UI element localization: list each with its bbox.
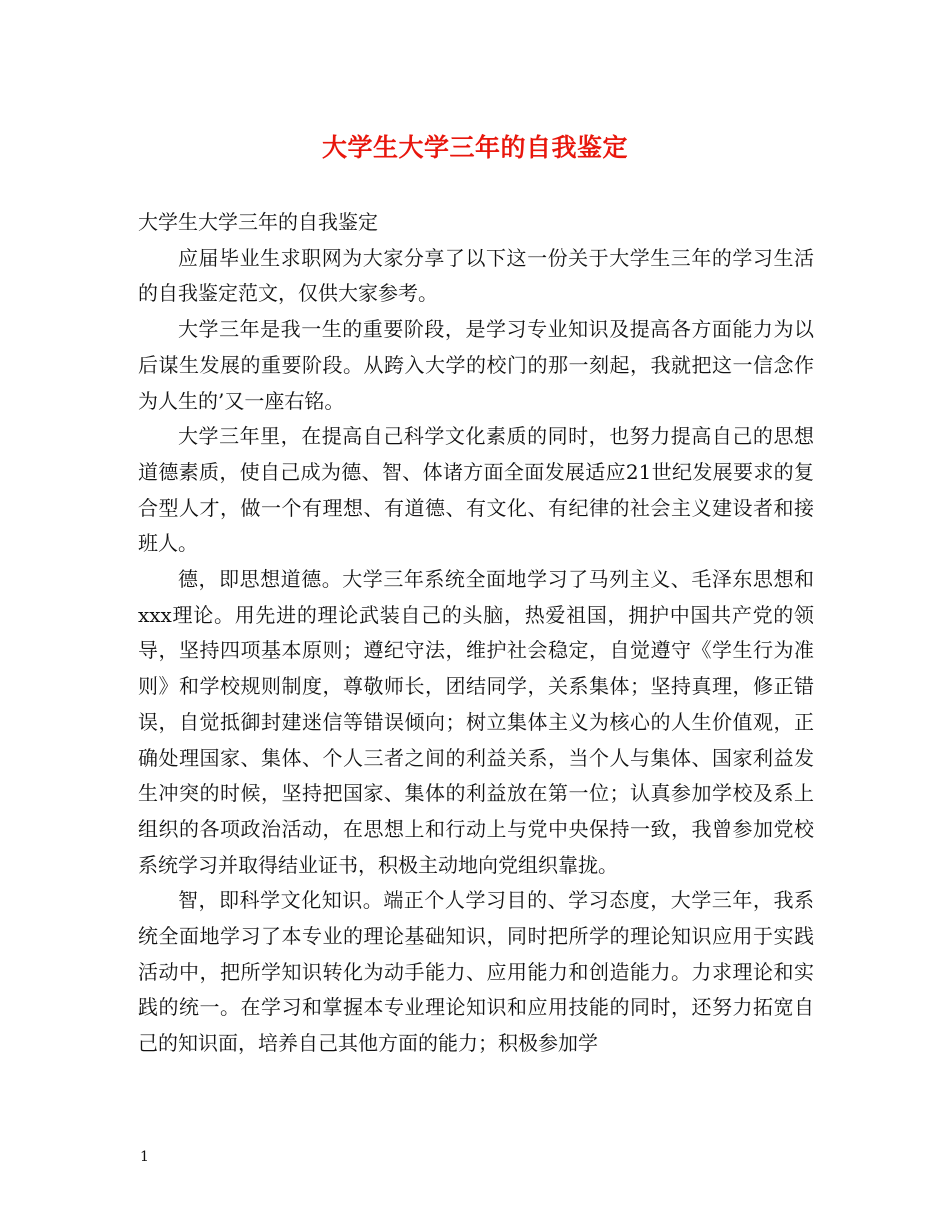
paragraph-importance: 大学三年是我一生的重要阶段，是学习专业知识及提高各方面能力为以后谋生发展的重要阶段。从跨入大学的校门的那一刻起，我就把这一信念作为人生的’又一座右铭。 xyxy=(138,317,814,413)
paragraph-knowledge: 智，即科学文化知识。端正个人学习目的、学习态度，大学三年，我系统全面地学习了本专业的理论基础知识，同时把所学的理论知识应用于实践活动中，把所学知识转化为动手能力、应用能力和创造能力。力求理论和实践的统一。在学习和掌握本专业理论知识和应用技能的同时，还努力拓宽自己的知识面，培养自己其他方面的能力；积极参加学 xyxy=(138,888,814,1056)
paragraph-morality: 德，即思想道德。大学三年系统全面地学习了马列主义、毛泽东思想和xxx理论。用先进的理论武装自己的头脑，热爱祖国，拥护中国共产党的领导，坚持四项基本原则；遵纪守法，维护社会稳定，自觉遵守《学生行为准则》和学校规则制度，尊敬师长，团结同学，关系集体；坚持真理，修正错误，自觉抵御封建迷信等错误倾向；树立集体主义为核心的人生价值观，正确处理国家、集体、个人三者之间的利益关系，当个人与集体、国家利益发生冲突的时候，坚持把国家、集体的利益放在第一位；认真参加学校及系上组织的各项政治活动，在思想上和行动上与党中央保持一致，我曾参加党校系统学习并取得结业证书，积极主动地向党组织靠拢。 xyxy=(138,567,814,877)
document-title: 大学生大学三年的自我鉴定 xyxy=(321,133,628,162)
paragraph-intro: 应届毕业生求职网为大家分享了以下这一份关于大学生三年的学习生活的自我鉴定范文，仅供大家参考。 xyxy=(138,245,814,306)
document-body xyxy=(138,205,814,1062)
page-number: 1 xyxy=(140,1149,149,1165)
paragraph-overview: 大学三年里，在提高自己科学文化素质的同时，也努力提高自己的思想道德素质，使自己成为德、智、体诸方面全面发展适应21世纪发展要求的复合型人才，做一个有理想、有道德、有文化、有纪律的社会主义建设者和接班人。 xyxy=(138,424,814,556)
document-subtitle: 大学生大学三年的自我鉴定 xyxy=(138,210,378,234)
